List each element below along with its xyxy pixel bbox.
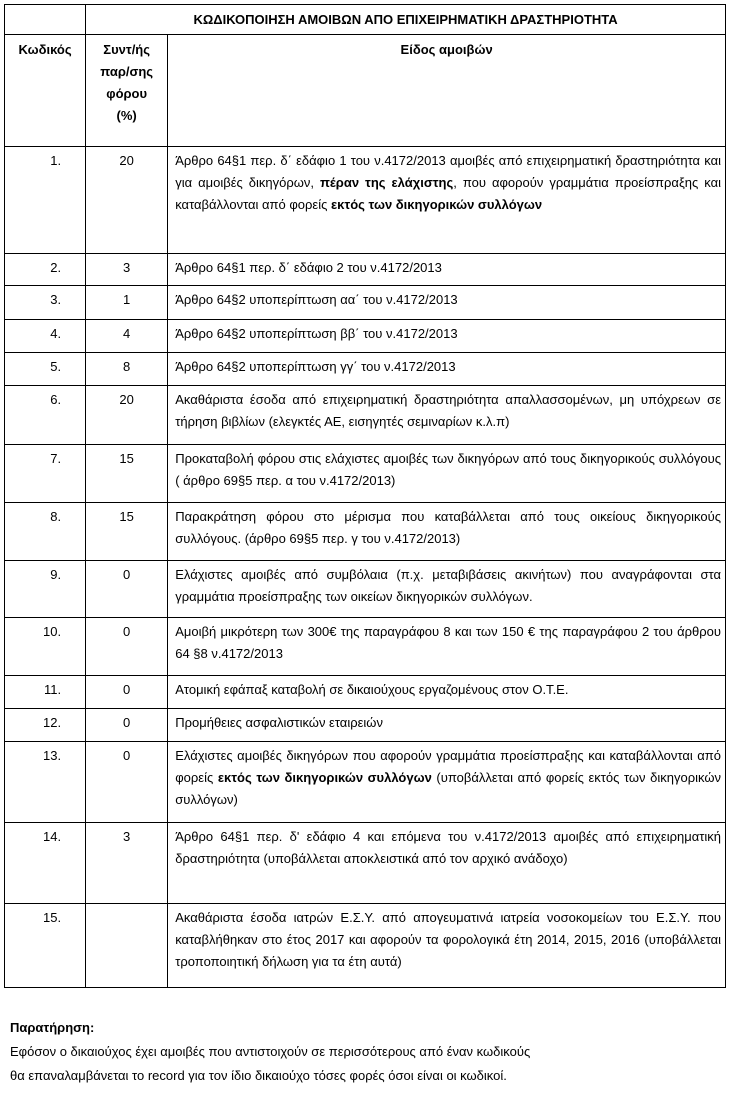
row-code: 9. <box>5 561 86 618</box>
description-text: Άρθρο 64§1 περ. δ΄ εδάφιο 1 του ν.4172/2013 αμοιβές από επιχειρηματική δραστηριότητα και για αμοιβές δικηγόρων, <box>175 153 721 190</box>
row-rate: 20 <box>86 147 168 254</box>
row-rate <box>86 904 168 988</box>
header-rate-line: φόρου <box>106 86 148 101</box>
header-type: Είδος αμοιβών <box>168 35 726 147</box>
description-text: Ελάχιστες αμοιβές δικηγόρων που αφορούν γραμμάτια προείσπραξης και καταβάλλονται από φορείς <box>175 748 721 785</box>
row-description: Άρθρο 64§2 υποπερίπτωση ββ΄ του ν.4172/2013 <box>168 320 726 353</box>
description-emphasis: πέραν της ελάχιστης <box>319 175 454 190</box>
header-rate-line: Συντ/ής <box>103 42 151 57</box>
header-code: Κωδικός <box>5 35 86 147</box>
header-rate <box>86 35 168 147</box>
header-row <box>5 35 726 147</box>
table-row <box>5 676 726 709</box>
row-description: Αμοιβή μικρότερη των 300€ της παραγράφου 8 και των 150 € της παραγράφου 2 του άρθρου 64 §8 ν.4172/2013 <box>168 618 726 676</box>
row-description: Ακαθάριστα έσοδα ιατρών Ε.Σ.Υ. από απογευματινά ιατρεία νοσοκομείων του Ε.Σ.Υ. που καταβλήθηκαν στο έτος 2017 και αφορούν τα φορολογικά έτη 2014, 2015, 2016 (υποβάλλεται τροποποιητική δήλωση για τα έτη αυτά) <box>168 904 726 988</box>
table-row <box>5 254 726 286</box>
row-description: Ατομική εφάπαξ καταβολή σε δικαιούχους εργαζομένους στον Ο.Τ.Ε. <box>168 676 726 709</box>
row-code: 14. <box>5 823 86 904</box>
row-rate: 0 <box>86 618 168 676</box>
row-code: 1. <box>5 147 86 254</box>
row-code: 10. <box>5 618 86 676</box>
row-code: 7. <box>5 445 86 503</box>
fee-codes-document <box>4 4 726 988</box>
row-rate: 1 <box>86 286 168 320</box>
table-row <box>5 286 726 320</box>
note-title: Παρατήρηση: <box>10 1020 95 1035</box>
table-row <box>5 823 726 904</box>
row-description: Ακαθάριστα έσοδα από επιχειρηματική δραστηριότητα απαλλασσομένων, μη υπόχρεων σε τήρηση βιβλίων (ελεγκτές ΑΕ, εισηγητές σεμιναρίων κ.λ.π) <box>168 386 726 445</box>
row-code: 11. <box>5 676 86 709</box>
description-emphasis: εκτός των δικηγορικών συλλόγων <box>217 770 432 785</box>
row-code: 2. <box>5 254 86 286</box>
row-description <box>168 147 726 254</box>
title-spacer-cell <box>5 5 86 35</box>
fee-codes-table <box>4 4 726 988</box>
description-emphasis: εκτός των δικηγορικών συλλόγων <box>330 197 543 212</box>
table-row <box>5 386 726 445</box>
table-row <box>5 561 726 618</box>
row-rate: 8 <box>86 353 168 386</box>
table-row <box>5 904 726 988</box>
row-description: Άρθρο 64§2 υποπερίπτωση γγ΄ του ν.4172/2013 <box>168 353 726 386</box>
table-title: ΚΩΔΙΚΟΠΟΙΗΣΗ ΑΜΟΙΒΩΝ ΑΠΟ ΕΠΙΧΕΙΡΗΜΑΤΙΚΗ ΔΡΑΣΤΗΡΙΟΤΗΤΑ <box>86 5 726 35</box>
table-row <box>5 353 726 386</box>
row-code: 13. <box>5 742 86 823</box>
row-rate: 4 <box>86 320 168 353</box>
table-row <box>5 618 726 676</box>
row-rate: 0 <box>86 742 168 823</box>
note-line: θα επαναλαμβάνεται το record για τον ίδιο δικαιούχο τόσες φορές όσοι είναι οι κωδικοί. <box>10 1068 507 1083</box>
row-rate: 20 <box>86 386 168 445</box>
table-row <box>5 709 726 742</box>
table-row <box>5 320 726 353</box>
row-description: Άρθρο 64§1 περ. δ' εδάφιο 4 και επόμενα του ν.4172/2013 αμοιβές από επιχειρηματική δραστηριότητα (υποβάλλεται αποκλειστικά από τον αρχικό ανάδοχο) <box>168 823 726 904</box>
row-code: 3. <box>5 286 86 320</box>
row-rate: 15 <box>86 445 168 503</box>
table-row <box>5 445 726 503</box>
row-code: 5. <box>5 353 86 386</box>
description-text: , που αφορούν γραμμάτια προείσπραξης και καταβάλλονται από φορείς <box>175 175 721 212</box>
row-description: Άρθρο 64§1 περ. δ΄ εδάφιο 2 του ν.4172/2013 <box>168 254 726 286</box>
row-code: 15. <box>5 904 86 988</box>
note-line: Εφόσον ο δικαιούχος έχει αμοιβές που αντιστοιχούν σε περισσότερους από έναν κωδικούς <box>10 1044 531 1059</box>
table-row <box>5 742 726 823</box>
row-rate: 15 <box>86 503 168 561</box>
note-section <box>10 1016 710 1088</box>
row-rate: 0 <box>86 676 168 709</box>
row-description <box>168 742 726 823</box>
row-rate: 0 <box>86 561 168 618</box>
header-rate-line: (%) <box>116 108 137 123</box>
table-row <box>5 503 726 561</box>
row-description: Ελάχιστες αμοιβές από συμβόλαια (π.χ. μεταβιβάσεις ακινήτων) που αναγράφονται στα γραμμάτια προείσπραξης των οικείων δικηγορικών συλλόγων. <box>168 561 726 618</box>
row-code: 4. <box>5 320 86 353</box>
header-rate-line: παρ/σης <box>100 64 154 79</box>
row-code: 6. <box>5 386 86 445</box>
row-rate: 0 <box>86 709 168 742</box>
row-description: Άρθρο 64§2 υποπερίπτωση αα΄ του ν.4172/2013 <box>168 286 726 320</box>
table-row <box>5 147 726 254</box>
row-description: Προμήθειες ασφαλιστικών εταιρειών <box>168 709 726 742</box>
title-row <box>5 5 726 35</box>
row-code: 12. <box>5 709 86 742</box>
row-description: Προκαταβολή φόρου στις ελάχιστες αμοιβές των δικηγόρων από τους δικηγορικούς συλλόγους ( άρθρο 69§5 περ. α του ν.4172/2013) <box>168 445 726 503</box>
row-rate: 3 <box>86 254 168 286</box>
description-text: (υποβάλλεται από φορείς εκτός των δικηγορικών συλλόγων) <box>175 770 721 807</box>
row-rate: 3 <box>86 823 168 904</box>
row-description: Παρακράτηση φόρου στο μέρισμα που καταβάλλεται από τους οικείους δικηγορικούς συλλόγους. (άρθρο 69§5 περ. γ του ν.4172/2013) <box>168 503 726 561</box>
row-code: 8. <box>5 503 86 561</box>
